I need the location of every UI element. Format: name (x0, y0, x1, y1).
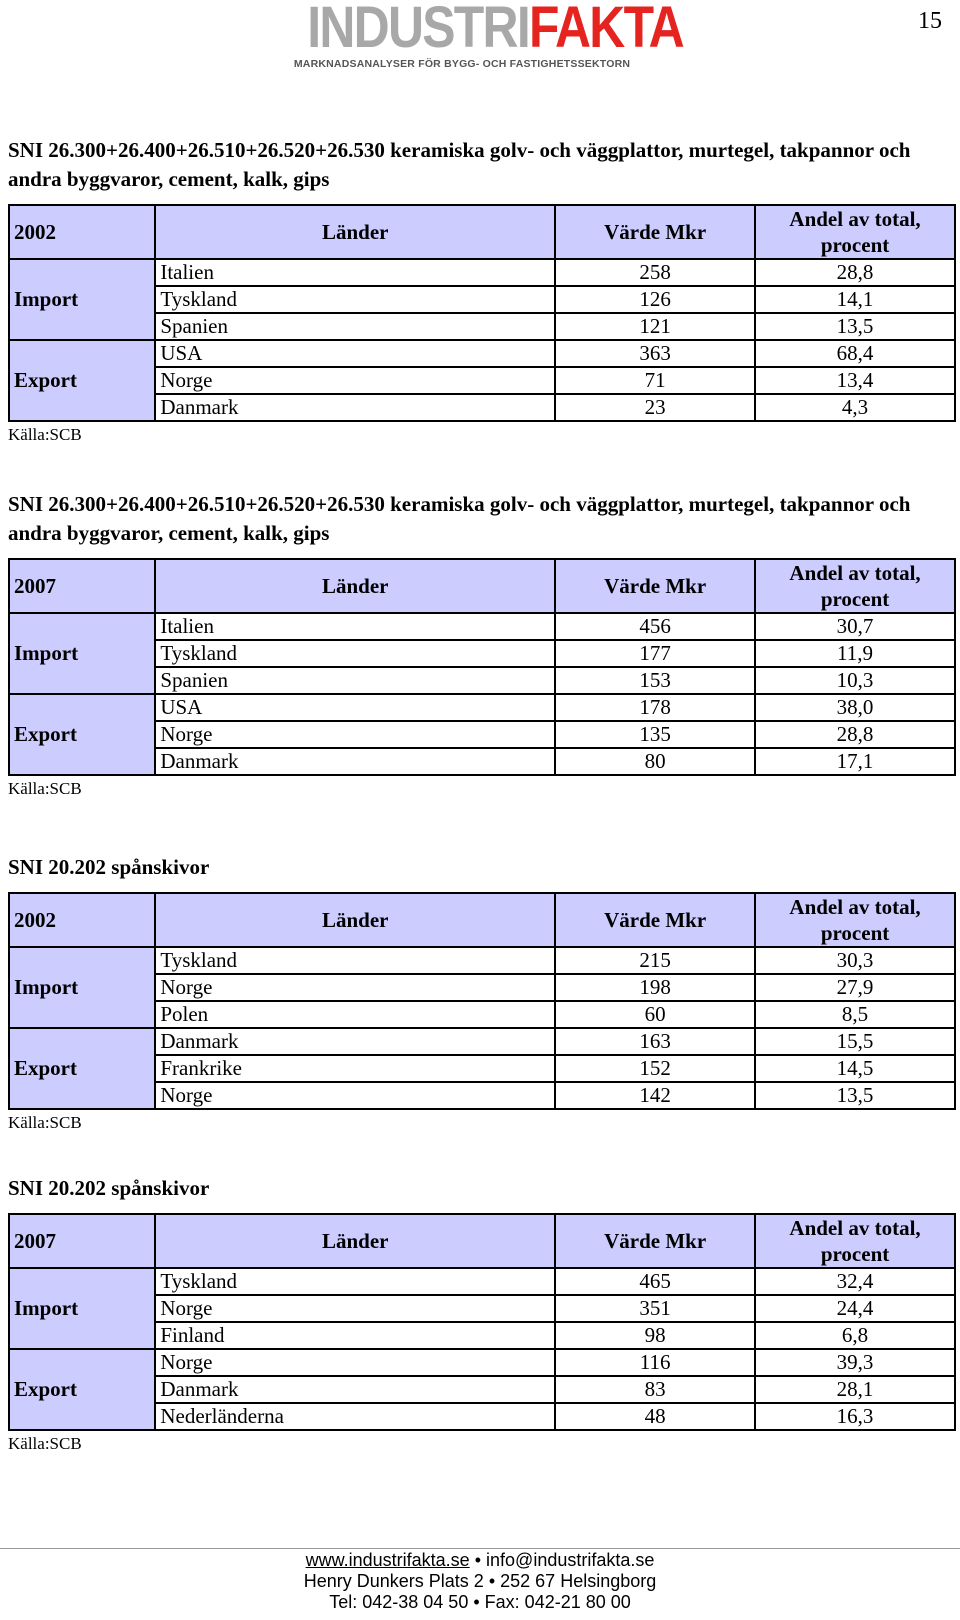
country-cell: Norge (155, 1295, 555, 1322)
trade-table (8, 204, 956, 422)
footer-bullet: • (474, 1550, 482, 1570)
value-cell: 198 (555, 974, 755, 1001)
share-cell: 14,5 (755, 1055, 955, 1082)
table-header-row (9, 559, 955, 613)
share-cell: 24,4 (755, 1295, 955, 1322)
country-cell: Norge (155, 1349, 555, 1376)
share-cell: 13,4 (755, 367, 955, 394)
value-cell: 23 (555, 394, 755, 421)
share-cell: 28,8 (755, 259, 955, 286)
country-cell: Tyskland (155, 640, 555, 667)
table-row (9, 1028, 955, 1055)
table-row (9, 1268, 955, 1295)
countries-header: Länder (155, 559, 555, 613)
country-cell: Danmark (155, 394, 555, 421)
footer (0, 1550, 960, 1613)
country-cell: Danmark (155, 1028, 555, 1055)
value-cell: 80 (555, 748, 755, 775)
value-cell: 83 (555, 1376, 755, 1403)
table-row (9, 340, 955, 367)
country-cell: Danmark (155, 748, 555, 775)
country-cell: Spanien (155, 313, 555, 340)
value-cell: 60 (555, 1001, 755, 1028)
source-note: Källa:SCB (8, 1434, 82, 1453)
countries-header: Länder (155, 1214, 555, 1268)
share-cell: 28,1 (755, 1376, 955, 1403)
table-row (9, 1349, 955, 1376)
country-cell: Norge (155, 974, 555, 1001)
value-cell: 142 (555, 1082, 755, 1109)
year-header: 2007 (9, 1214, 155, 1268)
year-header: 2002 (9, 205, 155, 259)
table-heading: SNI 26.300+26.400+26.510+26.520+26.530 keramiska golv- och väggplattor, murtegel, takpannor och andra byggvaror, cement, kalk, gips (8, 138, 911, 191)
footer-address-city: 252 67 Helsingborg (500, 1571, 657, 1591)
value-cell: 98 (555, 1322, 755, 1349)
share-cell: 16,3 (755, 1403, 955, 1430)
share-header: Andel av total, procent (755, 893, 955, 947)
value-cell: 215 (555, 947, 755, 974)
share-cell: 6,8 (755, 1322, 955, 1349)
table-block-3 (8, 853, 958, 1134)
export-group-label: Export (9, 1349, 155, 1430)
source-note: Källa:SCB (8, 779, 82, 798)
footer-website-link[interactable]: www.industrifakta.se (305, 1550, 470, 1570)
countries-header: Länder (155, 893, 555, 947)
source-note: Källa:SCB (8, 1113, 82, 1132)
share-cell: 13,5 (755, 1082, 955, 1109)
import-group-label: Import (9, 1268, 155, 1349)
country-cell: Norge (155, 1082, 555, 1109)
country-cell: Frankrike (155, 1055, 555, 1082)
logo-wordmark (307, 0, 683, 60)
share-header: Andel av total, procent (755, 205, 955, 259)
trade-table (8, 1213, 956, 1431)
share-cell: 8,5 (755, 1001, 955, 1028)
source-note: Källa:SCB (8, 425, 82, 444)
footer-line-3 (0, 1592, 960, 1613)
country-cell: Norge (155, 721, 555, 748)
share-cell: 15,5 (755, 1028, 955, 1055)
table-heading: SNI 26.300+26.400+26.510+26.520+26.530 keramiska golv- och väggplattor, murtegel, takpannor och andra byggvaror, cement, kalk, gips (8, 492, 911, 545)
table-row (9, 694, 955, 721)
value-header: Värde Mkr (555, 1214, 755, 1268)
table-header-row (9, 205, 955, 259)
value-cell: 351 (555, 1295, 755, 1322)
share-cell: 32,4 (755, 1268, 955, 1295)
export-group-label: Export (9, 340, 155, 421)
share-cell: 28,8 (755, 721, 955, 748)
footer-line-2 (0, 1571, 960, 1592)
table-header-row (9, 893, 955, 947)
table-heading: SNI 20.202 spånskivor (8, 1176, 210, 1200)
country-cell: Nederländerna (155, 1403, 555, 1430)
share-cell: 10,3 (755, 667, 955, 694)
country-cell: Italien (155, 613, 555, 640)
company-logo (282, 0, 683, 70)
value-cell: 163 (555, 1028, 755, 1055)
share-cell: 27,9 (755, 974, 955, 1001)
share-cell: 4,3 (755, 394, 955, 421)
value-cell: 126 (555, 286, 755, 313)
export-group-label: Export (9, 1028, 155, 1109)
logo-word-fakta: FAKTA (528, 0, 683, 60)
country-cell: Polen (155, 1001, 555, 1028)
share-cell: 14,1 (755, 286, 955, 313)
value-cell: 258 (555, 259, 755, 286)
import-group-label: Import (9, 613, 155, 694)
country-cell: Italien (155, 259, 555, 286)
table-row (9, 259, 955, 286)
value-header: Värde Mkr (555, 559, 755, 613)
import-group-label: Import (9, 259, 155, 340)
value-cell: 363 (555, 340, 755, 367)
trade-table (8, 892, 956, 1110)
table-heading: SNI 20.202 spånskivor (8, 855, 210, 879)
share-cell: 13,5 (755, 313, 955, 340)
footer-address-street: Henry Dunkers Plats 2 (303, 1571, 484, 1591)
table-row (9, 613, 955, 640)
share-cell: 17,1 (755, 748, 955, 775)
share-cell: 11,9 (755, 640, 955, 667)
logo-word-industri: INDUSTRI (307, 0, 529, 60)
footer-fax: Fax: 042-21 80 00 (484, 1592, 631, 1612)
footer-bullet: • (488, 1571, 496, 1591)
table-header-row (9, 1214, 955, 1268)
share-cell: 39,3 (755, 1349, 955, 1376)
share-cell: 68,4 (755, 340, 955, 367)
footer-bullet: • (473, 1592, 480, 1612)
value-cell: 116 (555, 1349, 755, 1376)
share-cell: 30,7 (755, 613, 955, 640)
country-cell: Norge (155, 367, 555, 394)
share-cell: 30,3 (755, 947, 955, 974)
country-cell: USA (155, 340, 555, 367)
footer-email[interactable]: info@industrifakta.se (486, 1550, 655, 1570)
country-cell: Finland (155, 1322, 555, 1349)
value-cell: 121 (555, 313, 755, 340)
country-cell: Tyskland (155, 286, 555, 313)
year-header: 2002 (9, 893, 155, 947)
share-header: Andel av total, procent (755, 559, 955, 613)
value-cell: 456 (555, 613, 755, 640)
country-cell: Tyskland (155, 947, 555, 974)
countries-header: Länder (155, 205, 555, 259)
export-group-label: Export (9, 694, 155, 775)
value-cell: 465 (555, 1268, 755, 1295)
country-cell: Spanien (155, 667, 555, 694)
value-cell: 48 (555, 1403, 755, 1430)
table-block-2 (8, 490, 958, 800)
country-cell: Tyskland (155, 1268, 555, 1295)
table-row (9, 947, 955, 974)
share-cell: 38,0 (755, 694, 955, 721)
import-group-label: Import (9, 947, 155, 1028)
value-cell: 152 (555, 1055, 755, 1082)
footer-line-1 (0, 1550, 960, 1571)
footer-phone: Tel: 042-38 04 50 (329, 1592, 469, 1612)
year-header: 2007 (9, 559, 155, 613)
value-cell: 135 (555, 721, 755, 748)
share-header: Andel av total, procent (755, 1214, 955, 1268)
value-cell: 177 (555, 640, 755, 667)
country-cell: USA (155, 694, 555, 721)
value-cell: 153 (555, 667, 755, 694)
trade-table (8, 558, 956, 776)
page-number: 15 (918, 8, 942, 34)
table-block-1 (8, 136, 958, 446)
footer-divider (0, 1548, 960, 1549)
value-header: Värde Mkr (555, 893, 755, 947)
value-header: Värde Mkr (555, 205, 755, 259)
value-cell: 178 (555, 694, 755, 721)
table-block-4 (8, 1174, 958, 1455)
logo-tagline: MARKNADSANALYSER FÖR BYGG- OCH FASTIGHETSSEKTORN (293, 58, 631, 70)
value-cell: 71 (555, 367, 755, 394)
country-cell: Danmark (155, 1376, 555, 1403)
